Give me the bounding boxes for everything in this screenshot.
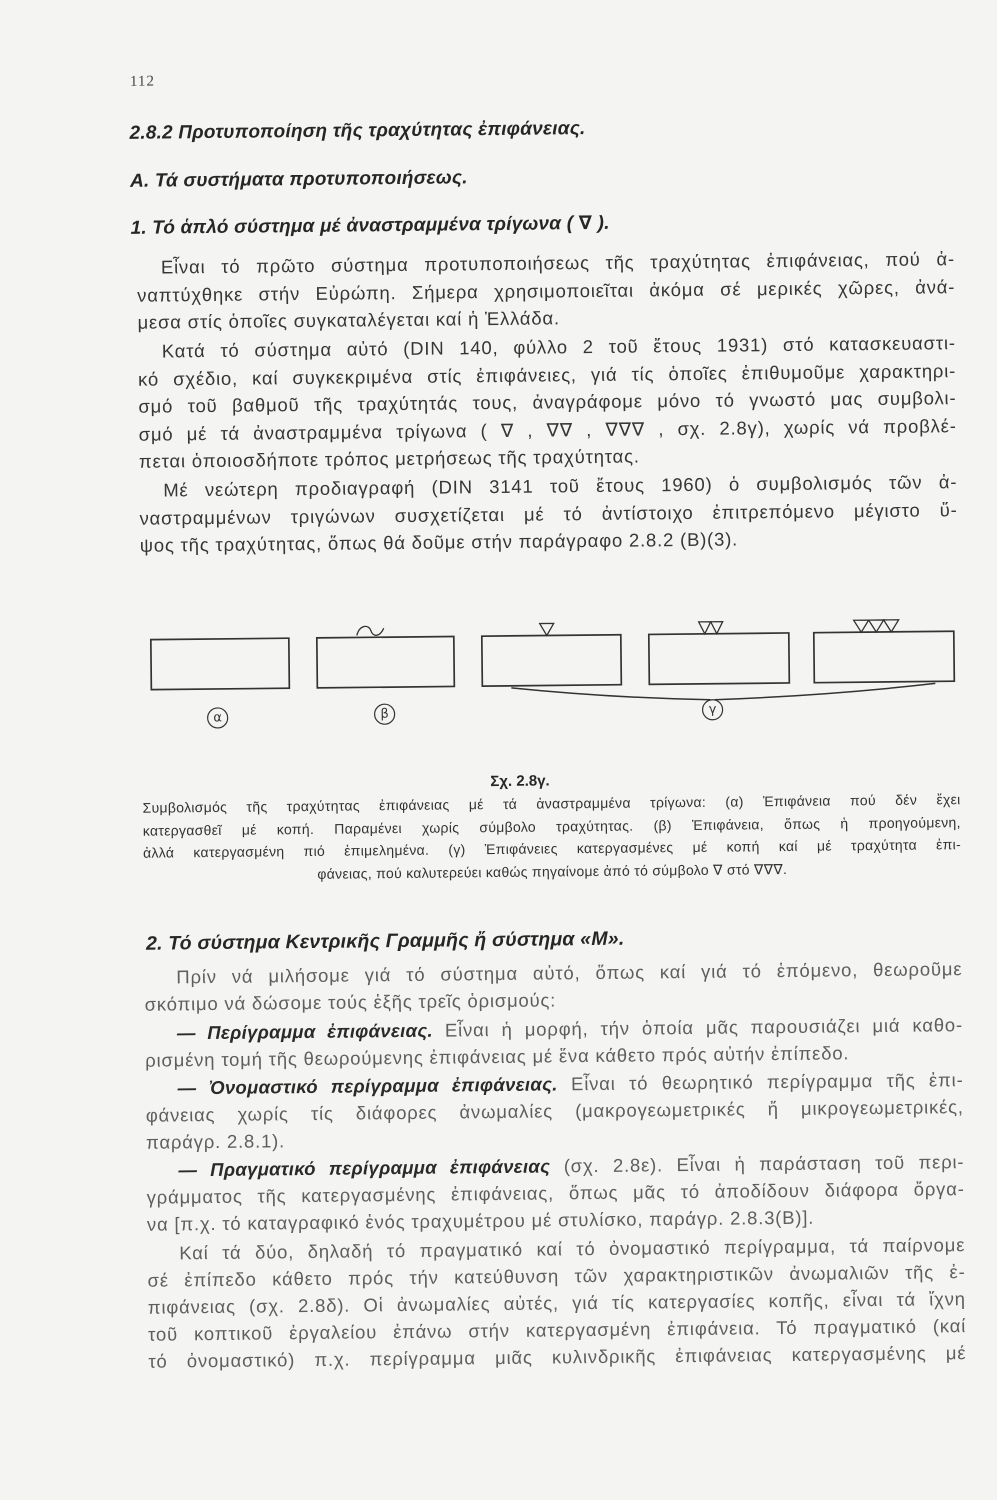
single-triangle-icon	[540, 623, 554, 635]
paragraph-line: Πρίν νά μιλήσομε γιά τό σύστημα αὐτό, ὅπως καί γιά τό ἑπόμενο, θεωροῦμε	[176, 958, 963, 988]
system-2-heading: 2. Τό σύστημα Κεντρικῆς Γραμμῆς ἤ σύστημα «Μ».	[145, 927, 625, 955]
paragraph-line: πεται ὁποιοσδήποτε τρόπος μετρήσεως τῆς τραχύτητας.	[138, 445, 640, 472]
triple-triangle-icon	[869, 620, 884, 632]
figure-caption-line: Συμβολισμός τῆς τραχύτητας ἐπιφάνειας μέ τά ἀναστραμμένα τρίγωνα: (α) Ἐπιφάνεια πού δέν ἔχει	[142, 791, 961, 816]
figure-caption-title: Σχ. 2.8γ.	[490, 772, 550, 791]
definition-line: ρισμένη τομή τῆς θεωρούμενης ἐπιφάνειας μέ ἕνα κάθετο πρός αὐτήν ἐπίπεδο.	[145, 1042, 850, 1071]
definition	[146, 1148, 965, 1238]
paragraph-line: μεσα στίς ὁποῖες συγκαταλέγεται καί ἡ Ἑλλάδα.	[137, 307, 560, 333]
definition-term: — Ὀνομαστικό περίγραμμα ἐπιφάνειας.	[177, 1073, 558, 1099]
paragraph	[144, 955, 963, 1018]
paragraph	[138, 329, 957, 475]
subsection-heading: Α. Τά συστήματα προτυποποιήσεως.	[129, 167, 468, 192]
surface-box-a	[151, 638, 290, 689]
definition-line: γράμματος τῆς κατεργασμένης ἐπιφάνειας, ὅπως μᾶς τό ἀποδίδουν διάφορα ὄργα-	[146, 1178, 965, 1208]
figure-roughness-symbols	[138, 593, 969, 737]
label-g: γ	[708, 702, 717, 718]
brace-right	[714, 683, 935, 699]
definition-text: Εἶναι τό θεωρητικό περίγραμμα τῆς ἐπι-	[570, 1069, 964, 1095]
figure-caption-line: ἀλλά κατεργασμένη πιό ἐπιμελημένα. (γ) Ἐπιφάνειες κατεργασμένες μέ κοπή καί μέ τραχύτητα ἐπι-	[142, 836, 962, 861]
double-triangle-icon	[711, 622, 723, 634]
definition-text: (σχ. 2.8ε). Εἶναι ἡ παράσταση τοῦ περι-	[563, 1151, 965, 1177]
figure-caption-line: κατεργασθεῖ μέ κοπή. Παραμένει χωρίς σύμβολο τραχύτητας. (β) Ἐπιφάνεια, ὅπως ἡ προηγούμενη,	[142, 813, 961, 839]
surface-box-g3	[814, 631, 955, 682]
brace-left	[511, 686, 710, 702]
paragraph-line: σμό τοῦ βαθμοῦ τῆς τραχύτητάς τους, ἀναγράφομε μόνο τό γνωστό μας συμβολι-	[138, 387, 957, 417]
figure-caption	[142, 788, 961, 887]
tilde-symbol-icon	[357, 626, 384, 635]
figure-caption-line: φάνειας, πού καλυτερεύει καθώς πηγαίνομε ἀπό τό σύμβολο ∇ στό ∇∇∇.	[317, 860, 788, 882]
page-number: 112	[129, 73, 156, 90]
paragraph-line: τό ὀνομαστικό) π.χ. περίγραμμα μιᾶς κυλινδρικῆς ἐπιφάνειας κατεργασμένης μέ	[148, 1342, 967, 1372]
paragraph-line: κό σχέδιο, καί συγκεκριμένα στίς ἐπιφάνειες, γιά τίς ὁποῖες ἐπιθυμοῦμε χαρακτηρι-	[137, 359, 957, 390]
paragraph-line: ναστραμμένων τριγώνων συσχετίζεται μέ τό ἀντίστοιχο ἐπιτρεπόμενο μέγιστο ὕ-	[139, 498, 958, 529]
definition-line: να [π.χ. τό καταγραφικό ἑνός τραχυμέτρου μέ στυλίσκο, παράγρ. 2.8.3(Β)].	[146, 1206, 815, 1235]
definition-line: παράγρ. 2.8.1).	[145, 1130, 286, 1153]
paragraph-line: Καί τά δύο, δηλαδή τό πραγματικό καί τό ὀνομαστικό περίγραμμα, τά παίρνομε	[179, 1234, 966, 1264]
paragraph-line: ψος τῆς τραχύτητας, ὅπως θά δοῦμε στήν παράγραφο 2.8.2 (Β)(3).	[139, 528, 739, 556]
paragraph	[137, 245, 956, 336]
label-b: β	[380, 706, 389, 722]
definition-line: φάνειας χωρίς τίς διάφορες ἀνωμαλίες (μακρογεωμετρικές ἤ μικρογεωμετρικές,	[145, 1096, 964, 1126]
paragraph-line: σμό μέ τά ἀναστραμμένα τρίγωνα ( ∇ , ∇∇ , ∇∇∇ , σχ. 2.8γ), χωρίς νά προβλέ-	[138, 414, 957, 445]
label-a: α	[213, 710, 223, 726]
paragraph-line: Κατά τό σύστημα αὐτό (DIN 140, φύλλο 2 τοῦ ἔτους 1931) στό κατασκευαστι-	[161, 332, 956, 362]
paragraph-line: τοῦ κοπτικοῦ ἐργαλείου ἐπάνω στήν κατεργασμένη ἐπιφάνεια. Τό πραγματικό (καί	[147, 1315, 967, 1345]
section-heading: 2.8.2 Προτυποποίηση τῆς τραχύτητας ἐπιφάνειας.	[129, 118, 586, 144]
triple-triangle-icon	[884, 620, 899, 632]
surface-box-g2	[649, 633, 790, 684]
definition	[145, 1011, 964, 1074]
paragraph-line: Εἶναι τό πρῶτο σύστημα προτυποποιήσεως τῆς τραχύτητας ἐπιφάνειας, πού ἀ-	[160, 248, 955, 278]
paragraph	[139, 468, 958, 559]
definition-text: Εἶναι ἡ μορφή, τήν ὁποία μᾶς παρουσιάζει μιά καθο-	[444, 1014, 964, 1041]
surface-box-g1	[482, 635, 622, 686]
system-1-heading: 1. Τό ἁπλό σύστημα μέ ἀναστραμμένα τρίγωνα ( ∇ ).	[130, 212, 610, 239]
triple-triangle-icon	[854, 620, 869, 632]
definition-term: — Πραγματικό περίγραμμα ἐπιφάνειας	[178, 1155, 551, 1181]
paragraph-line: πιφάνειας (σχ. 2.8δ). Οἱ ἀνωμαλίες αὐτές, γιά τίς κατεργασίες κοπῆς, εἶναι τά ἴχνη	[147, 1288, 966, 1318]
surface-box-b	[317, 636, 455, 687]
paragraph	[147, 1231, 966, 1375]
double-triangle-icon	[699, 622, 711, 634]
paragraph-line: ναπτύχθηκε στήν Εὐρώπη. Σήμερα χρησιμοποιεῖται ἀκόμα σέ μερικές χῶρες, ἀνά-	[137, 275, 956, 306]
definition	[145, 1066, 964, 1156]
paragraph-line: σέ ἐπίπεδο κάθετο πρός τήν κατεύθυνση τῶν χαρακτηριστικῶν ἀνωμαλιῶν τῆς ἐ-	[147, 1261, 966, 1291]
paragraph-line: Μέ νεώτερη προδιαγραφή (DIN 3141 τοῦ ἔτους 1960) ὁ συμβολισμός τῶν ἀ-	[163, 471, 958, 501]
definition-term: — Περίγραμμα ἐπιφάνειας.	[176, 1019, 433, 1044]
paragraph-line: σκόπιμο νά δώσομε τούς ἑξῆς τρεῖς ὁρισμούς:	[144, 989, 557, 1015]
